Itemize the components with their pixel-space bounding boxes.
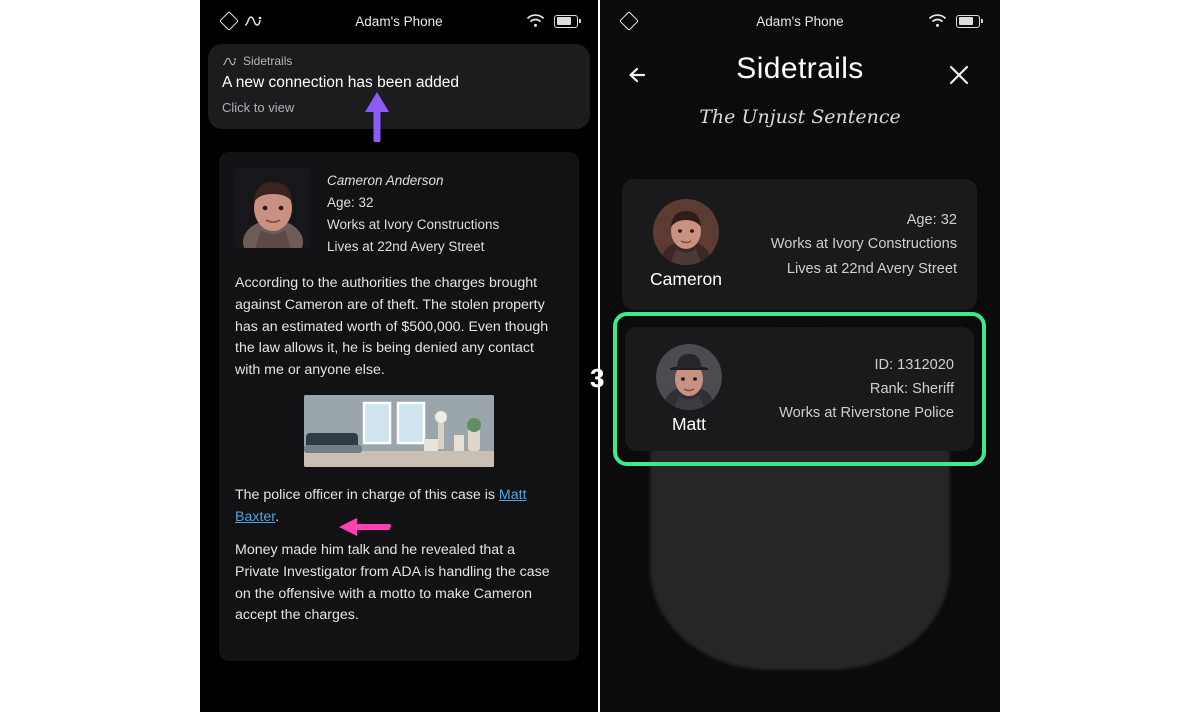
battery-icon bbox=[554, 15, 578, 28]
close-button[interactable] bbox=[944, 60, 974, 90]
left-status-title: Adam's Phone bbox=[355, 13, 443, 29]
status-bar-right-icons bbox=[526, 14, 578, 28]
right-status-bar bbox=[600, 0, 1000, 42]
article-paragraph-2-suffix: . bbox=[275, 508, 280, 525]
page-title: Sidetrails bbox=[736, 52, 864, 85]
right-header bbox=[600, 52, 1000, 104]
person-card-line: Works at Ivory Constructions bbox=[770, 236, 957, 253]
profile-name: Cameron Anderson bbox=[327, 173, 444, 188]
avatar-cameron-icon bbox=[653, 199, 719, 265]
article-paragraph-2-prefix: The police officer in charge of this case is bbox=[235, 487, 499, 504]
profile-address: Lives at 22nd Avery Street bbox=[327, 238, 485, 254]
person-card-line: Rank: Sheriff bbox=[869, 380, 954, 397]
person-card-line: Lives at 22nd Avery Street bbox=[786, 260, 957, 277]
wifi-icon bbox=[526, 14, 545, 28]
annotation-arrow-2 bbox=[360, 90, 394, 147]
profile-work: Works at Ivory Constructions bbox=[327, 216, 500, 232]
profile-age: Age: 32 bbox=[327, 194, 374, 210]
sidetrails-icon bbox=[222, 56, 237, 67]
highlight-box bbox=[613, 312, 986, 466]
person-card-line: Works at Riverstone Police bbox=[779, 405, 954, 422]
profile-row bbox=[235, 168, 563, 257]
person-card-avatar-block bbox=[640, 199, 732, 290]
article-paragraph-1: According to the authorities the charges brought against Cameron are of theft. The stolen property has an estimated worth of $500,000. Even though the law allows it, he is being denied any contact with me or anyone else. bbox=[235, 275, 549, 378]
matt-baxter-link[interactable]: Matt Baxter bbox=[235, 487, 527, 525]
notification-banner[interactable] bbox=[208, 44, 590, 129]
notification-app-row bbox=[222, 54, 576, 68]
profile-meta bbox=[327, 168, 499, 257]
article-image bbox=[304, 395, 494, 467]
notification-app-name: Sidetrails bbox=[243, 54, 293, 68]
notification-title: A new connection has been added bbox=[222, 74, 459, 91]
avatar-illustration-icon bbox=[235, 168, 311, 248]
person-card-cameron[interactable] bbox=[622, 179, 977, 310]
article-card bbox=[219, 152, 579, 661]
article-paragraph-3: Money made him talk and he revealed that a Private Investigator from ADA is handling the case on the offensive with a motto to make Cameron accept the charges. bbox=[235, 542, 550, 624]
person-card-name: Cameron bbox=[650, 269, 722, 289]
person-card-line: ID: 1312020 bbox=[874, 356, 954, 373]
right-status-right-icons bbox=[928, 14, 980, 28]
annotation-marker-2: 2 bbox=[368, 146, 383, 176]
arrow-up-icon bbox=[360, 90, 394, 142]
battery-icon bbox=[956, 15, 980, 28]
avatar bbox=[235, 168, 311, 248]
person-card-details bbox=[732, 208, 961, 280]
notification-subtitle[interactable]: Click to view bbox=[222, 100, 295, 115]
close-icon bbox=[944, 60, 974, 90]
annotation-marker-1: 1 bbox=[388, 519, 403, 549]
right-status-title: Adam's Phone bbox=[756, 13, 844, 29]
annotation-arrow-1 bbox=[335, 515, 391, 544]
person-card-line: Age: 32 bbox=[906, 212, 957, 229]
avatar bbox=[653, 199, 719, 265]
arrow-left-icon bbox=[335, 515, 391, 539]
wifi-icon bbox=[928, 14, 947, 28]
left-status-bar bbox=[200, 0, 598, 42]
page-subtitle: The Unjust Sentence bbox=[699, 106, 901, 128]
annotation-marker-3: 3 bbox=[590, 363, 605, 393]
person-card-name: Matt bbox=[671, 413, 707, 434]
room-illustration-icon bbox=[304, 395, 494, 467]
